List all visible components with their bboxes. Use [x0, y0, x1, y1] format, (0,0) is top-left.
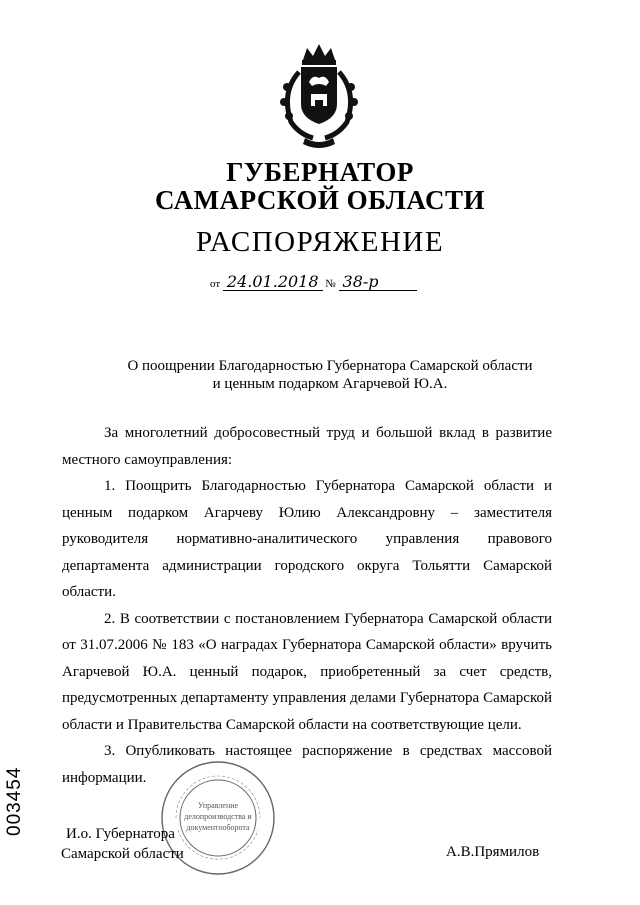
subject-line2: и ценным подарком Агарчевой Ю.А.	[212, 376, 448, 392]
preamble-paragraph: За многолетний добросовестный труд и большой вклад в развитие местного самоуправления:	[62, 425, 552, 468]
item-3-paragraph: 3. Опубликовать настоящее распоряжение в средствах массовой информации.	[62, 743, 552, 786]
stamp-inner-line1: Управление	[197, 801, 239, 810]
signatory-name: А.В.Прямилов	[446, 844, 540, 860]
coat-of-arms-emblem	[269, 42, 369, 152]
signatory-title-line1: И.о. Губернатора	[66, 826, 175, 842]
document-subject	[110, 357, 550, 393]
registration-number: 003454	[4, 766, 25, 836]
stamp-inner-line2: делопроизводства и	[184, 812, 252, 821]
date-number-line	[210, 274, 417, 291]
org-name-line2: САМАРСКОЙ ОБЛАСТИ	[154, 185, 486, 215]
document-number: 38-р	[339, 274, 417, 291]
signatory-title	[61, 824, 184, 864]
document-body	[62, 420, 552, 791]
signatory-title-line2: Самарской области	[61, 846, 184, 862]
document-date: 24.01.2018	[223, 274, 323, 291]
stamp-inner-line3: документооборота	[186, 823, 250, 832]
org-name-line1: ГУБЕРНАТОР	[226, 157, 414, 187]
item-1-paragraph: 1. Поощрить Благодарностью Губернатора Самарской области и ценным подарком Агарчеву Юлию Александровну – заместителя руководителя нормативно-аналитического управления правового департамента администрации городского округа Тольятти Самарской области.	[62, 478, 552, 600]
document-type-title: РАСПОРЯЖЕНИЕ	[195, 226, 445, 258]
item-2-paragraph: 2. В соответствии с постановлением Губернатора Самарской области от 31.07.2006 № 183 «О наградах Губернатора Самарской области» вручить Агарчевой Ю.А. ценный подарок, приобретенный за счет средств, предусмотренных департаменту управления делами Губернатора Самарской области и Правительства Самарской области на соответствующие цели.	[62, 610, 552, 733]
number-label: №	[325, 278, 336, 290]
date-label: от	[210, 278, 221, 290]
subject-line1: О поощрении Благодарностью Губернатора Самарской области	[127, 358, 533, 374]
